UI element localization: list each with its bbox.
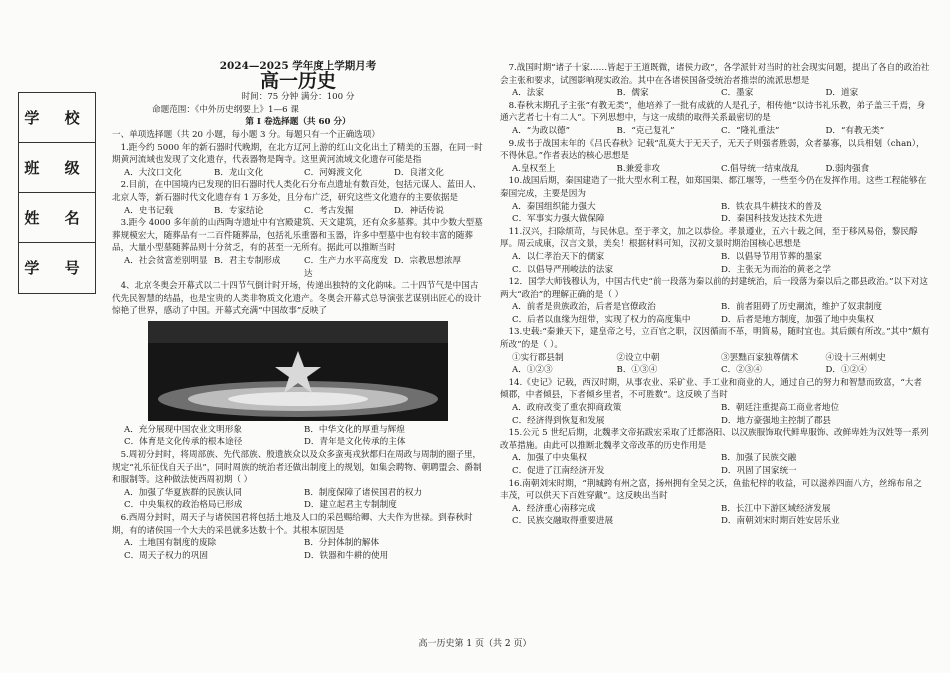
- info-label: 学 校: [19, 93, 95, 143]
- question-stem: 1.距今约 5000 年的新石器时代晚期，在北方辽河上游的红山文化出土了精美的玉器，在同一时期黄河流域也发现了文化遗存，代表器物是陶寺。这里黄河流域文化遗存可能是指: [112, 142, 483, 166]
- option: B．儒家: [616, 88, 649, 99]
- question-stem: 8.春秋末期孔子主张“有教无类”，他培养了一批有成就的人是孔子，相传他“以诗书礼乐教，弟子盖三千焉，身通六艺者七十有二人”。下列思想中，与这一成绩的取得关系最密切的是: [500, 100, 926, 124]
- question-stem: 15.公元 5 世纪后期，北魏孝文帝拓跋宏采取了迁都洛阳、以汉族服饰取代鲜卑服饰、改鲜卑姓为汉姓等一系列改革措施。由此可以推断北魏孝文帝改革的历史作用是: [500, 428, 929, 451]
- option: A．社会贫富差别明显: [124, 255, 208, 266]
- option-row: [500, 503, 930, 528]
- option: C．墨家: [721, 88, 754, 99]
- option: B．前者阻碍了历史潮流，维护了奴隶制度: [721, 302, 883, 313]
- page-footer: 高一历史第 1 页（共 2 页）: [418, 639, 532, 649]
- left-question-list: [112, 142, 484, 563]
- option: D．宗教思想浓厚: [394, 255, 462, 266]
- question-stem: 7.战国时期“诸子十家……皆起于王道既微，诸侯力政”，各学派针对当时的社会现实问题，提出了各自的政治社会主张和要求，试图影响现实政治。其中在各诸侯国备受统治者推崇的流派思想是: [500, 63, 930, 86]
- question-stem: 6.西周分封时，周天子与诸侯国君将包括土地及人口的采邑赐给卿、大夫作为世禄。到春秋时期，有的诸侯国一个大夫的采邑就多达数十个。其根本原因是: [112, 513, 473, 536]
- option: B．专家结论: [214, 205, 264, 216]
- option: B．龙山文化: [214, 167, 264, 178]
- question-stem: 3.距今 4000 多年前的山西陶寺遗址中有宫殿建筑、天文建筑，还有众多墓葬。其中少数大型墓葬规模宏大，随葬品有一二百件随葬品，包括礼乐重器和玉器，许多中型墓中也有较丰富的随葬品，大量小型墓随葬品则十分贫乏，有的甚至一无所有。据此可以推断当时: [112, 218, 483, 254]
- option: D．主张无为而治的黄老之学: [721, 264, 832, 275]
- option: C．生产力水平高度发达: [304, 255, 388, 279]
- option: C．②③④: [721, 365, 762, 376]
- option: D．建立起君主专制制度: [304, 500, 397, 511]
- option-row: [500, 352, 930, 365]
- question-stem: 2.目前，在中国境内已发现的旧石器时代人类化石分布点遗址有数百处，包括元谋人、蓝田人、北京人等，新石器时代文化遗存有 1 万多处，且分布广泛，研究这些文化遗存的主要依据是: [112, 180, 482, 203]
- option: D．①②④: [825, 365, 867, 376]
- option: A．土地国有制度的废除: [124, 538, 217, 549]
- option: C．考古发掘: [304, 205, 354, 216]
- option-row: [500, 301, 930, 326]
- option: D．南朝刘宋时期百姓安居乐业: [721, 516, 840, 527]
- option: C．“隆礼重法”: [721, 125, 780, 136]
- option: A．秦国组织能力强大: [512, 201, 596, 212]
- question-stem: 14.《史记》记载，西汉时期，从事农业、采矿业、手工业和商业的人，通过自己的努力和智慧而致富，“大者倾郡，中者倾县，下者倾乡里者，不可胜数”。这反映了当时: [500, 377, 922, 401]
- option: C．军事实力强大做保障: [512, 214, 605, 225]
- option-row: [112, 205, 484, 218]
- right-question-list: [500, 62, 930, 528]
- question-stem: 5.周初分封时，将周部族、先代部族、殷遗族众以及众多蛮夷戎狄都归在周政与周制的圈子里，规定“礼乐征伐自天子出”，同时周族的统治者还做出制度上的规划，如集会聘物、朝聘盟会、爵制和服制等。这种做法使西周初期（ ）: [112, 450, 482, 486]
- info-label: 班 级: [19, 143, 95, 193]
- option-row: [500, 452, 930, 477]
- option: B．以倡导节用节葬的墨家: [721, 251, 822, 262]
- option: D．青年是文化传承的主体: [304, 437, 406, 448]
- option-row: [500, 251, 930, 276]
- option: D．巩固了国家统一: [721, 466, 797, 476]
- info-label: 学 号: [24, 259, 90, 277]
- exam-title: 2024—2025 学年度上学期月考: [219, 60, 377, 72]
- option: A．①②③: [512, 365, 553, 376]
- question-stem: 12．国学大师钱穆认为，中国古代史“前一段落为秦以前的封建统治，后一段落为秦以后之郡县政治。”以下对这两大“政治”的理解正确的是（ ）: [500, 277, 928, 300]
- option-row: [500, 402, 930, 427]
- option: C．河姆渡文化: [304, 167, 363, 178]
- option-row: [500, 125, 930, 138]
- option: B．中华文化的厚重与辉煌: [304, 424, 405, 435]
- option: D．良渚文化: [394, 167, 444, 178]
- option: A．前者是贵族政治，后者是官僚政治: [512, 302, 656, 313]
- time-score: 时间：75 分钟 满分：100 分: [241, 92, 355, 103]
- option-row: [500, 87, 930, 100]
- option: C．体育是文化传承的根本途径: [124, 437, 243, 448]
- question-stem: 4、北京冬奥会开幕式以二十四节气倒计时开场，传递出独特的文化韵味。二十四节气是中国古代先民智慧的结晶，也是宝贵的人类非物质文化遗产。冬奥会开幕式总导演张艺谋别出匠心的设计惊艳了世界，感动了中国。开幕式充满“中国故事”反映了: [112, 281, 482, 317]
- option-row: [112, 167, 484, 180]
- option: C．中央集权的政治格局已形成: [124, 500, 243, 511]
- option: B．分封体制的解体: [304, 538, 380, 549]
- olympic-ceremony-photo: [148, 321, 448, 421]
- question-stem: 11.汉兴，扫除烦苛，与民休息。至于孝文，加之以恭俭。孝景遵业，五六十载之间，至于移风易俗，黎民醇厚。周云成康，汉言文景，美矣！根据材料可知，汉初文景时期治国核心思想是: [500, 226, 918, 250]
- option: C．后者以血缘为纽带，实现了权力的高度集中: [512, 314, 691, 325]
- option: C．以倡导严刑峻法的法家: [512, 264, 614, 275]
- question-stem: 13.史载:“秦兼天下，建皇帝之号，立百官之职，汉因循而不革，明简易，随时宜也。其后颇有所改。”其中“颇有所改”的是（ ）。: [500, 327, 930, 351]
- option-row: [112, 424, 484, 449]
- option: B．加强了民族交融: [721, 453, 797, 464]
- option: B．君主专制形成: [214, 255, 281, 266]
- option: A．经济重心南移完成: [512, 503, 596, 514]
- option: B．“克己复礼”: [616, 125, 675, 136]
- option: A．史书记载: [124, 205, 174, 216]
- option: D．秦国科技发达技术先进: [721, 214, 823, 225]
- exam-scope: 命题范围：《中外历史纲要上》1—6 课: [152, 104, 299, 115]
- option: C．经济得到恢复和发展: [512, 415, 605, 426]
- left-column: [112, 60, 484, 562]
- option: B．①③④: [616, 365, 658, 376]
- option: B．朝廷注重提高工商业者地位: [721, 403, 840, 414]
- option-row: [112, 255, 484, 280]
- option: B．制度保障了诸侯国君的权力: [304, 487, 423, 498]
- option: ①实行郡县制: [512, 352, 564, 363]
- option-row: [500, 201, 930, 226]
- option: C.倡导统一结束战乱: [721, 163, 799, 174]
- option: D．地方豪强地主控制了郡县: [721, 415, 832, 426]
- question-stem: 9.成书于战国末年的《吕氏春秋》记载“乱莫大于无天子，无天子则强者胜弱，众者暴寡，以兵相刬（chan），不得休息。”作者表达的核心思想是: [500, 138, 925, 162]
- option: B.兼爱非攻: [616, 163, 660, 174]
- option: A.皇权至上: [512, 163, 556, 174]
- option: A．加强了中央集权: [512, 453, 587, 464]
- option: D．“有教无类”: [825, 125, 885, 136]
- option: A．以仁孝治天下的儒家: [512, 251, 605, 262]
- option: ③罢黜百家独尊儒术: [721, 352, 799, 363]
- instructions: 一、单项选择题（共 20 小题，每小题 3 分。每题只有一个正确选项）: [112, 129, 380, 140]
- option: C．周天子权力的巩固: [124, 550, 208, 561]
- option: D．神话传说: [394, 205, 444, 216]
- option: ②设立中朝: [616, 352, 660, 363]
- option: C．民族交融取得重要进展: [512, 516, 614, 527]
- option: D.弱肉强食: [825, 163, 870, 174]
- option: B．长江中下游区域经济发展: [721, 503, 831, 514]
- option: A．大汶口文化: [124, 167, 182, 178]
- option: D．后者是地方制度，加强了地中央集权: [721, 314, 874, 325]
- section-title: 第 I 卷选择题（共 60 分）: [245, 117, 351, 128]
- option: A．“为政以德”: [512, 125, 570, 136]
- student-info-box: [18, 92, 96, 294]
- question-stem: 16.南朝刘宋时期，“荆城跨有州之富，扬州拥有全吴之沃，鱼盐杞梓的收益，可以滋养四面八方，丝绵布帛之丰茂，可以供天下百姓穿戴”。这反映出当时: [500, 478, 922, 502]
- option-row: [500, 364, 930, 377]
- option-row: [112, 537, 484, 562]
- option-row: [500, 163, 930, 176]
- option: D．铁器和牛耕的使用: [304, 550, 389, 561]
- exam-subject: 高一历史: [259, 69, 336, 92]
- option: A．加强了华夏族群的民族认同: [124, 487, 242, 498]
- question-stem: 10.战国后期，秦国建造了一批大型水利工程，如郑国渠、都江堰等，一些至今仍在发挥作用。这些工程能够在秦国完成，主要是因为: [500, 176, 927, 199]
- right-column: [500, 62, 930, 528]
- option: A．充分展现中国农业文明形象: [124, 424, 242, 435]
- option: A．政府改变了重农抑商政策: [512, 403, 622, 414]
- option: B．铁农具牛耕技术的普及: [721, 201, 822, 212]
- option: ④设十三州刺史: [825, 352, 886, 363]
- option: D．道家: [825, 88, 859, 99]
- option: A．法家: [512, 88, 544, 99]
- option-row: [112, 487, 484, 512]
- option: C．促进了江南经济开发: [512, 466, 605, 476]
- info-label: 姓 名: [19, 193, 95, 243]
